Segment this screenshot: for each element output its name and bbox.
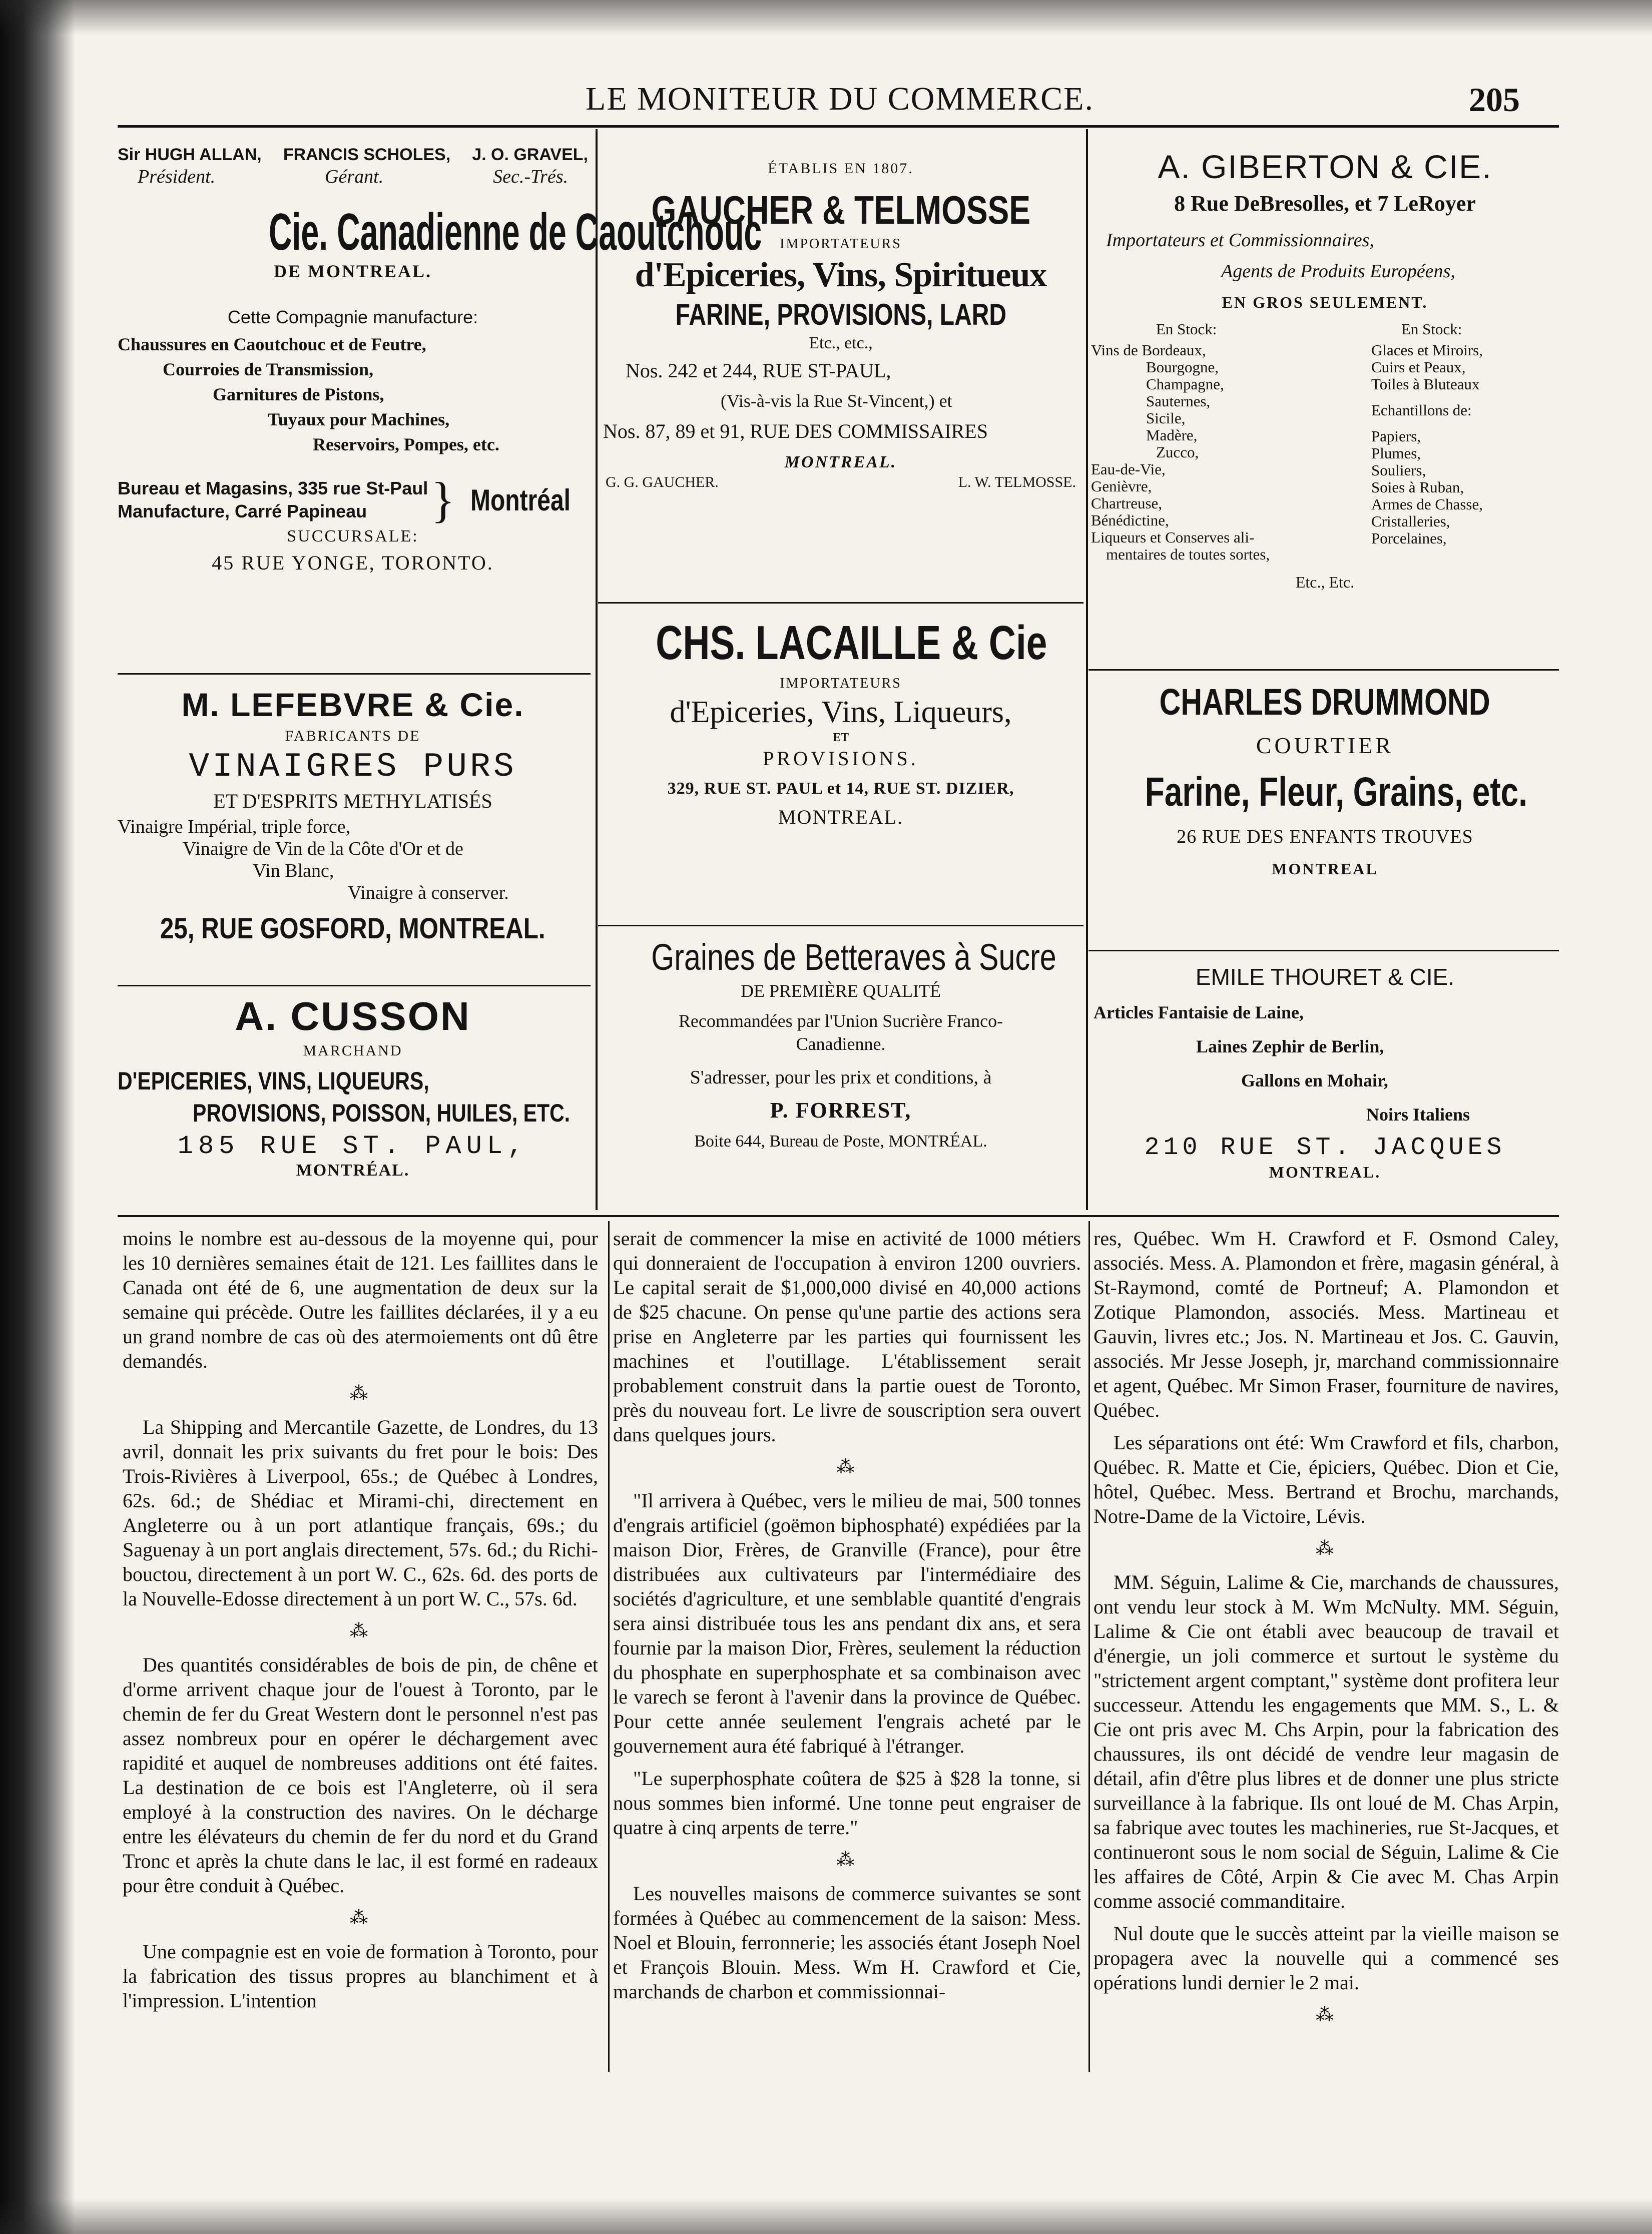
stock-item: Liqueurs et Conserves ali- (1091, 528, 1255, 546)
officer-role: Sec.-Trés. (493, 166, 568, 187)
company-name: A. GIBERTON & CIE. (1158, 148, 1492, 185)
product-line: Courroies de Transmission, (163, 359, 374, 379)
ad-cusson (118, 993, 588, 1180)
samples-heading: Echantillons de: (1371, 401, 1472, 419)
company-place: DE MONTREAL. (273, 261, 432, 281)
stock-item: Glaces et Miroirs, (1371, 341, 1483, 359)
company-city: MONTRÉAL. (296, 1161, 410, 1180)
product-line: Chaussures en Caoutchouc et de Feutre, (118, 334, 426, 354)
stock-item: Sauternes, (1146, 392, 1211, 410)
company-name: GAUCHER & TELMOSSE (651, 188, 1030, 232)
company-address: 329, RUE ST. PAUL et 14, RUE ST. DIZIER, (667, 779, 1014, 798)
ad-separator (598, 925, 1083, 926)
section-separator: ⁂ (350, 1908, 371, 1928)
officer-role: Gérant. (325, 166, 384, 187)
city-name: Montréal (470, 483, 571, 517)
page-number: 205 (1469, 81, 1520, 119)
product-heading: VINAIGRES PURS (189, 748, 517, 786)
stock-item: Madère, (1146, 426, 1198, 444)
ad-text: Recommandées par l'Union Sucrière Franco- (678, 1011, 1003, 1031)
stock-item: Cuirs et Peaux, (1371, 358, 1466, 376)
stock-item: Bourgogne, (1146, 358, 1219, 376)
ad-text: Canadienne. (796, 1034, 886, 1054)
company-city: MONTREAL. (784, 453, 897, 471)
article-paragraph: moins le nombre est au-dessous de la moyenne qui, pour les 10 dernières semaines était de 121. Les faillites dans le Canada ont été de 6, une augmentation de deux sur la semaine qui précède. Outre les faillites déclarées, il y a eu un grand nombre de cas où des atermoiements ont dû être demandés. (123, 1227, 598, 1372)
text-column-divider-2 (1088, 1221, 1090, 2072)
product-subheading: ET D'ESPRITS METHYLATISÉS (213, 790, 492, 812)
product-line: Vinaigre de Vin de la Côte d'Or et de (183, 838, 463, 859)
company-name: Cie. Canadienne de Caoutchouc (268, 203, 762, 261)
section-separator: ⁂ (1316, 1538, 1337, 1558)
ad-separator (598, 602, 1083, 604)
section-separator: ⁂ (836, 1457, 858, 1477)
article-paragraph: serait de commencer la mise en activité de 1000 métiers qui donneraient de l'occupation à environ 1200 ouvriers. Le capital serait de $1,000,000 divisé en 40,000 actions de $25 chacune. On pense qu'une partie des actions sera prise en Angleterre par les parties qui fournissent les machines et l'outillage. L'établissement serait probablement construit dans la partie ouest de Toronto, près du nouveau fort. Le livre de souscription sera ouvert dans quelques jours. (613, 1227, 1081, 1446)
company-address: Nos. 242 et 244, RUE ST-PAUL, (626, 359, 891, 382)
sample-item: Plumes, (1371, 444, 1421, 462)
product-line: Laines Zephir de Berlin, (1196, 1036, 1384, 1056)
text-column-divider-1 (608, 1221, 610, 2072)
product-heading: d'Epiceries, Vins, Liqueurs, (670, 695, 1012, 729)
stock-item: Genièvre, (1091, 477, 1152, 495)
product-line: Vinaigre Impérial, triple force, (118, 816, 351, 837)
ad-separator (118, 985, 591, 986)
stock-item: Bénédictine, (1091, 511, 1169, 529)
company-name: CHS. LACAILLE & Cie (656, 616, 1047, 670)
company-city: MONTREAL (1272, 860, 1378, 878)
officer-name: Sir HUGH ALLAN, (118, 145, 262, 164)
article-paragraph: Les nouvelles maisons de commerce suivantes se sont formées à Québec au commencement de la saison: Mess. Noel et Blouin, ferronnerie; les associés étant Joseph Noel et François Blouin. Mess. Wm H. Crawford et Cie, marchands de charbon et commissionnai- (613, 1882, 1081, 2003)
section-separator: ⁂ (350, 1383, 371, 1403)
stock-heading: En Stock: (1401, 320, 1462, 338)
contact-address: Boite 644, Bureau de Poste, MONTRÉAL. (694, 1132, 987, 1151)
company-name: CHARLES DRUMMOND (1159, 681, 1491, 723)
ad-title: Graines de Betteraves à Sucre (651, 936, 1056, 978)
ad-thouret (1091, 963, 1559, 1182)
officer-name: FRANCIS SCHOLES, (283, 145, 451, 164)
office-address: Bureau et Magasins, 335 rue St-Paul (118, 478, 428, 498)
product-heading: d'Epiceries, Vins, Spiritueux (635, 256, 1047, 294)
article-paragraph: Nul doute que le succès atteint par la vieille maison se propagera avec la nouvelle qui a commencé ses opérations lundi dernier le 2 mai. (1093, 1922, 1559, 1994)
company-name: EMILE THOURET & CIE. (1195, 964, 1455, 990)
company-city: MONTREAL. (1269, 1163, 1381, 1181)
company-address: 8 Rue DeBresolles, et 7 LeRoyer (1174, 191, 1476, 216)
product-line: Tuyaux pour Machines, (268, 409, 450, 429)
article-paragraph: Une compagnie est en voie de formation à Toronto, pour la fabrication des tissus propres au blanchiment et à l'impression. L'intention (123, 1940, 598, 2012)
company-address: 210 RUE ST. JACQUES (1144, 1134, 1506, 1162)
article-paragraph: La Shipping and Mercantile Gazette, de Londres, du 13 avril, donnait les prix suivants du fret pour le bois: Des Trois-Rivières à Liverpool, 65s.; de Québec à Londres, 62s. 6d.; de Shédiac et Mirami-chi, directement en Angleterre ou à un port atlantique français, 69s.; du Saguenay à un port anglais directement, 57s. 6d.; du Richi-bouctou, directement à un port W. C., 62s. 6d. des ports de la Nouvelle-Edosse directement à un port W. C., 57s. 6d. (123, 1416, 598, 1610)
company-name: M. LEFEBVRE & Cie. (181, 686, 524, 723)
company-role: Importateurs et Commissionnaires, (1106, 230, 1374, 251)
ad-gaucher (601, 160, 1081, 491)
product-line: Reservoirs, Pompes, etc. (313, 434, 499, 454)
sample-item: Armes de Chasse, (1371, 495, 1483, 513)
stock-item: Sicile, (1146, 409, 1186, 427)
ad-intro: Cette Compagnie manufacture: (227, 307, 478, 327)
product-subheading: PROVISIONS. (763, 747, 919, 770)
conjunction-et: ET (832, 731, 849, 744)
company-role: MARCHAND (303, 1042, 403, 1059)
article-paragraph: "Le superphosphate coûtera de $25 à $28 la tonne, si nous sommes bien informé. Une tonne peut engraiser de quatre à cinq arpents de terre." (613, 1767, 1081, 1839)
ad-subtitle: FABRICANTS DE (285, 728, 421, 744)
stock-etc: Etc., Etc. (1295, 573, 1355, 591)
article-paragraph: res, Québec. Wm H. Crawford et F. Osmond Caley, associés. Mess. A. Plamondon et frère, magasin général, à St-Raymond, comté de Portneuf; A. Plamondon et Zotique Plamondon, associés. Mess. Martineau et Gauvin, livres etc.; Jos. N. Martineau et Jos. C. Gauvin, associés. Mr Jesse Joseph, jr, marchand commissionnaire et agent, Québec. Mr Simon Fraser, fourniture de navires, Québec. (1093, 1227, 1559, 1421)
partner-name: L. W. TELMOSSE. (958, 474, 1076, 490)
ads-column-divider-1 (596, 129, 598, 1210)
product-heading: Farine, Fleur, Grains, etc. (1145, 769, 1528, 815)
page-title: LE MONITEUR DU COMMERCE. (586, 81, 1094, 117)
stock-item: mentaires de toutes sortes, (1106, 545, 1270, 563)
company-role: COURTIER (1256, 733, 1394, 758)
stock-item: Eau-de-Vie, (1091, 460, 1166, 478)
contact-name: P. FORREST, (770, 1098, 912, 1123)
text-column-2 (613, 1226, 1081, 2012)
section-separator: ⁂ (836, 1850, 858, 1870)
brace-glyph: } (431, 472, 455, 527)
ad-drummond (1091, 681, 1559, 878)
company-role: IMPORTATEURS (780, 676, 902, 691)
ad-separator (1088, 669, 1559, 671)
factory-address: Manufacture, Carré Papineau (118, 501, 367, 521)
ad-graines (601, 936, 1081, 1151)
sample-item: Papiers, (1371, 427, 1421, 445)
product-line: D'EPICERIES, VINS, LIQUEURS, (118, 1067, 429, 1095)
product-line: Garnitures de Pistons, (213, 384, 384, 404)
company-address: (Vis-à-vis la Rue St-Vincent,) et (721, 391, 952, 411)
wholesale-note: EN GROS SEULEMENT. (1222, 293, 1428, 311)
ad-lefebvre (118, 686, 588, 945)
article-paragraph: Des quantités considérables de bois de pin, de chêne et d'orme arrivent chaque jour de l'ouest à Toronto, par le chemin de fer du Great Western dont le personnel n'est pas assez nombreux pour en opérer le déchargement avec rapidité et auquel de nombreuses additions ont été faites. La destination de ce bois est l'Angleterre, où il sera employé à la construction des navires. On le décharge entre les élévateurs du chemin de fer du nord et du Grand Tronc et après la chute dans le lac, il est formé en radeaux pour être conduit à Québec. (123, 1653, 598, 1897)
branch-address: 45 RUE YONGE, TORONTO. (212, 551, 494, 574)
company-address: 25, RUE GOSFORD, MONTREAL. (160, 912, 545, 945)
company-address: 185 RUE ST. PAUL, (177, 1132, 528, 1161)
stock-item: Zucco, (1156, 443, 1199, 461)
stock-item: Chartreuse, (1091, 494, 1163, 512)
company-role: Agents de Produits Européens, (1221, 261, 1455, 282)
ad-separator (1088, 950, 1559, 951)
ad-subtitle: DE PREMIÈRE QUALITÉ (741, 981, 941, 1001)
stock-item: Vins de Bordeaux, (1091, 341, 1206, 359)
officer-role: Président. (138, 166, 216, 187)
section-separator: ⁂ (350, 1621, 371, 1641)
ad-giberton (1091, 148, 1559, 592)
text-column-3 (1093, 1226, 1559, 2036)
text-column-1 (123, 1226, 598, 2021)
sample-item: Cristalleries, (1371, 512, 1450, 530)
section-separator: ⁂ (1316, 2005, 1337, 2025)
scan-shadow-bottom (0, 2199, 1652, 2234)
product-subheading: FARINE, PROVISIONS, LARD (675, 298, 1006, 331)
established-date: ÉTABLIS EN 1807. (768, 160, 914, 177)
product-etc: Etc., etc., (809, 334, 873, 352)
sample-item: Souliers, (1371, 461, 1426, 479)
sample-item: Porcelaines, (1371, 529, 1447, 547)
product-line: Gallons en Mohair, (1241, 1070, 1388, 1090)
product-line: Noirs Italiens (1366, 1104, 1470, 1125)
company-address: Nos. 87, 89 et 91, RUE DES COMMISSAIRES (603, 420, 988, 442)
ad-lacaille (601, 616, 1081, 829)
ads-bottom-rule (118, 1215, 1559, 1217)
stock-item: Champagne, (1146, 375, 1224, 393)
ad-separator (118, 673, 591, 675)
scan-shadow-left (0, 0, 75, 2234)
article-paragraph: MM. Séguin, Lalime & Cie, marchands de chaussures, ont vendu leur stock à M. Wm McNulty. MM. Séguin, Lalime & Cie ont établi avec beaucoup de travail et d'énergie, un joli commerce et surtout le système du "strictement argent comptant," système dont profitera leur successeur. Attendu les engagements que MM. S., L. & Cie ont pris avec M. Chs Arpin, pour la fabrication des chaussures, ils ont décidé de vendre leur magasin de détail, afin d'être plus libres et de donner une plus stricte surveillance à la fabrique. Ils ont loué de M. Chas Arpin, sa fabrique avec toutes les machineries, rue St-Jacques, et continueront sous le nom social de Séguin, Lalime & Cie les affaires de Côté, Arpin & Cie avec M. Chas Arpin comme associé commanditaire. (1093, 1571, 1559, 1912)
stock-item: Toiles à Bluteaux (1371, 375, 1480, 393)
article-paragraph: "Il arrivera à Québec, vers le milieu de mai, 500 tonnes d'engrais artificiel (goëmon biphosphaté) expédiées par la maison Dior, Frères, de Granville (France), pour être distribuées aux cultivateurs par l'intermédiaire des sociétés d'agriculture, et une semblable quantité d'engrais sera ainsi distribuée tous les ans pendant dix ans, et sera fournie par la maison Dior, Frères, seulement la réduction du phosphate en superphosphate et sa combinaison avec le varech se feront à l'avenir dans la province de Québec. Pour cette année seulement l'engrais acheté par le gouvernement aura été fabriqué à l'étranger. (613, 1489, 1081, 1757)
scan-shadow-top (0, 0, 1652, 35)
header-rule (118, 125, 1559, 128)
company-address: 26 RUE DES ENFANTS TROUVES (1177, 826, 1473, 847)
stock-heading: En Stock: (1156, 320, 1217, 338)
product-line: Vin Blanc, (253, 860, 334, 881)
product-line: Vinaigre à conserver. (348, 882, 509, 903)
company-role: IMPORTATEURS (780, 236, 902, 252)
officer-name: J. O. GRAVEL, (472, 145, 588, 164)
ads-column-divider-2 (1086, 129, 1088, 1210)
company-city: MONTREAL. (778, 806, 904, 828)
product-line: PROVISIONS, POISSON, HUILES, ETC. (193, 1099, 571, 1127)
branch-label: SUCCURSALE: (287, 527, 419, 545)
sample-item: Soies à Ruban, (1371, 478, 1464, 496)
product-line: Articles Fantaisie de Laine, (1093, 1002, 1304, 1022)
ad-text: S'adresser, pour les prix et conditions, à (690, 1067, 992, 1088)
partner-name: G. G. GAUCHER. (606, 474, 719, 490)
article-paragraph: Les séparations ont été: Wm Crawford et fils, charbon, Québec. R. Matte et Cie, épiciers, Québec. Dion et Cie, hôtel, Québec. Mess. Bertrand et Brochu, marchands, Notre-Dame de la Victoire, Lévis. (1093, 1431, 1559, 1527)
company-name: A. CUSSON (235, 994, 471, 1038)
